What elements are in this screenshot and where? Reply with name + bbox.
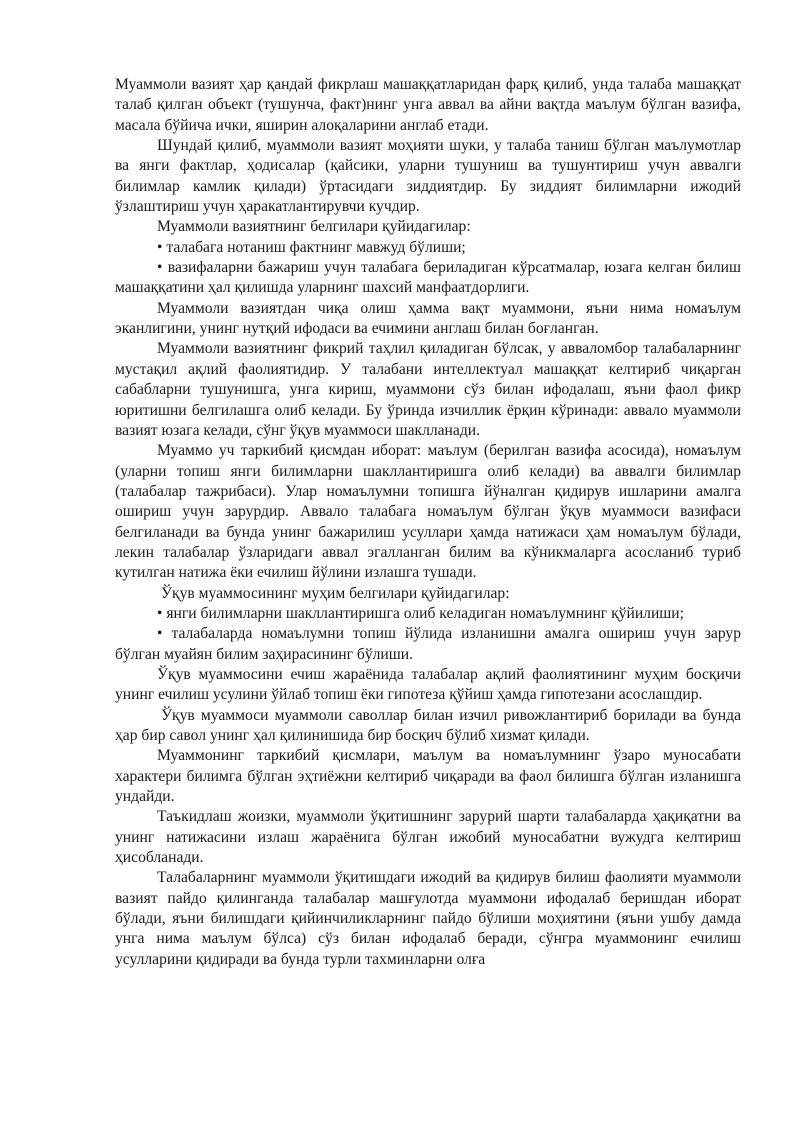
bullet-item: • янги билимларни шакллантиришга олиб келадиган номаълумнинг қўйилиши;: [157, 604, 684, 622]
paragraph: Муаммоли вазиятдан чиқа олиш ҳамма вақт муаммони, яъни нима номаълум эканлигини, унинг нутқий ифодаси ва ечимини англаш билан боғланган.: [115, 299, 741, 338]
paragraph: Ўқув муаммосини ечиш жараёнида талабалар ақлий фаолиятининг муҳим босқичи унинг ечилиш усулини ўйлаб топиш ёки гипотеза қўйиш ҳамда гипотезани асослашдир.: [115, 665, 741, 704]
paragraph: Муаммоли вазиятнинг фикрий таҳлил қиладиган бўлсак, у авваломбор талабаларнинг мустақил ақлий фаолиятидир. У талабани интеллектуал машаққат келтириб чиқарган сабабларни тушунишга, унга кириш, муаммони сўз билан ифодалаш, яъни фаол фикр юритишни белгилашга олиб келади. Бу ўринда изчиллик ёрқин кўринади: аввало муаммоли вазият юзага келади, сўнг ўқув муаммоси шаклланади.: [115, 340, 741, 439]
paragraph: Муаммо уч таркибий қисмдан иборат: маълум (берилган вазифа асосида), номаълум (уларни топиш янги билимларни шакллантиришга олиб келади) ва аввалги билимлар (талабалар тажрибаси). Улар номаълумни топишга йўналган қидирув ишларини амалга ошириш учун зарурдир. Аввало талабага номаълум бўлган ўқув муаммоси вазифаси белгиланади ва бунда унинг бажарилиш усуллари ҳамда натижаси ҳам номаълум бўлади, лекин талабалар ўзларидаги аввал эгалланган билим ва кўникмаларга асосланиб туриб кутилган натижа ёки ечилиш йўлини излашга тушади.: [115, 442, 741, 582]
paragraph: Шундай қилиб, муаммоли вазият моҳияти шуки, у талаба таниш бўлган маълумотлар ва янги фактлар, ҳодисалар (қайсики, уларни тушуниш ва тушунтириш учун аввалги билимлар камлик қилади) ўртасидаги зиддиятдир. Бу зиддият билимларни ижодий ўзлаштириш учун ҳаракатлантирувчи кучдир.: [115, 137, 741, 216]
paragraph: Таъкидлаш жоизки, муаммоли ўқитишнинг зарурий шарти талабаларда ҳақиқатни ва унинг натижасини излаш жараёнига бўлган ижобий муносабатни вужудга келтириш ҳисобланади.: [115, 808, 741, 867]
paragraph: Талабаларнинг муаммоли ўқитишдаги ижодий ва қидирув билиш фаолияти муаммоли вазият пайдо қилинганда талабалар машғулотда муаммони ифодалаб беришдан иборат бўлади, яъни билишдаги қийинчиликларнинг пайдо бўлиши моҳиятини (яъни ушбу дамда унга нима маълум бўлса) сўз билан ифодалаб беради, сўнгра муаммонинг ечилиш усулларини қидиради ва бунда турли тахминларни олға: [115, 869, 741, 968]
document-body: [115, 75, 741, 970]
paragraph: Ўқув муаммоси муаммоли саволлар билан изчил ривожлантириб борилади ва бунда ҳар бир савол унинг ҳал қилинишида бир босқич бўлиб хизмат қилади.: [115, 706, 741, 744]
bullet-item: • вазифаларни бажариш учун талабага бериладиган кўрсатмалар, юзага келган билиш машаққатини ҳал қилишда уларнинг шахсий манфаатдорлиги.: [115, 259, 741, 297]
paragraph: Муаммоли вазият ҳар қандай фикрлаш машаққатларидан фарқ қилиб, унда талаба машаққат талаб қилган объект (тушунча, факт)нинг унга аввал ва айни вақтда маълум бўлган вазифа, масала бўйича ички, яширин алоқаларини англаб етади.: [115, 76, 741, 134]
bullet-item: • талабага нотаниш фактнинг мавжуд бўлиши;: [157, 238, 466, 256]
bullet-item: • талабаларда номаълумни топиш йўлида изланишни амалга ошириш учун зарур бўлган муайян билим заҳирасининг бўлиши.: [115, 625, 741, 663]
paragraph: Муаммоли вазиятнинг белгилари қуйидагилар:: [157, 218, 471, 236]
paragraph: Ўқув муаммосининг муҳим белгилари қуйидагилар:: [161, 584, 510, 602]
paragraph: Муаммонинг таркибий қисмлари, маълум ва номаълумнинг ўзаро муносабати характери билимга бўлган эҳтиёжни келтириб чиқаради ва фаол билишга бўлган изланишга ундайди.: [115, 747, 741, 806]
